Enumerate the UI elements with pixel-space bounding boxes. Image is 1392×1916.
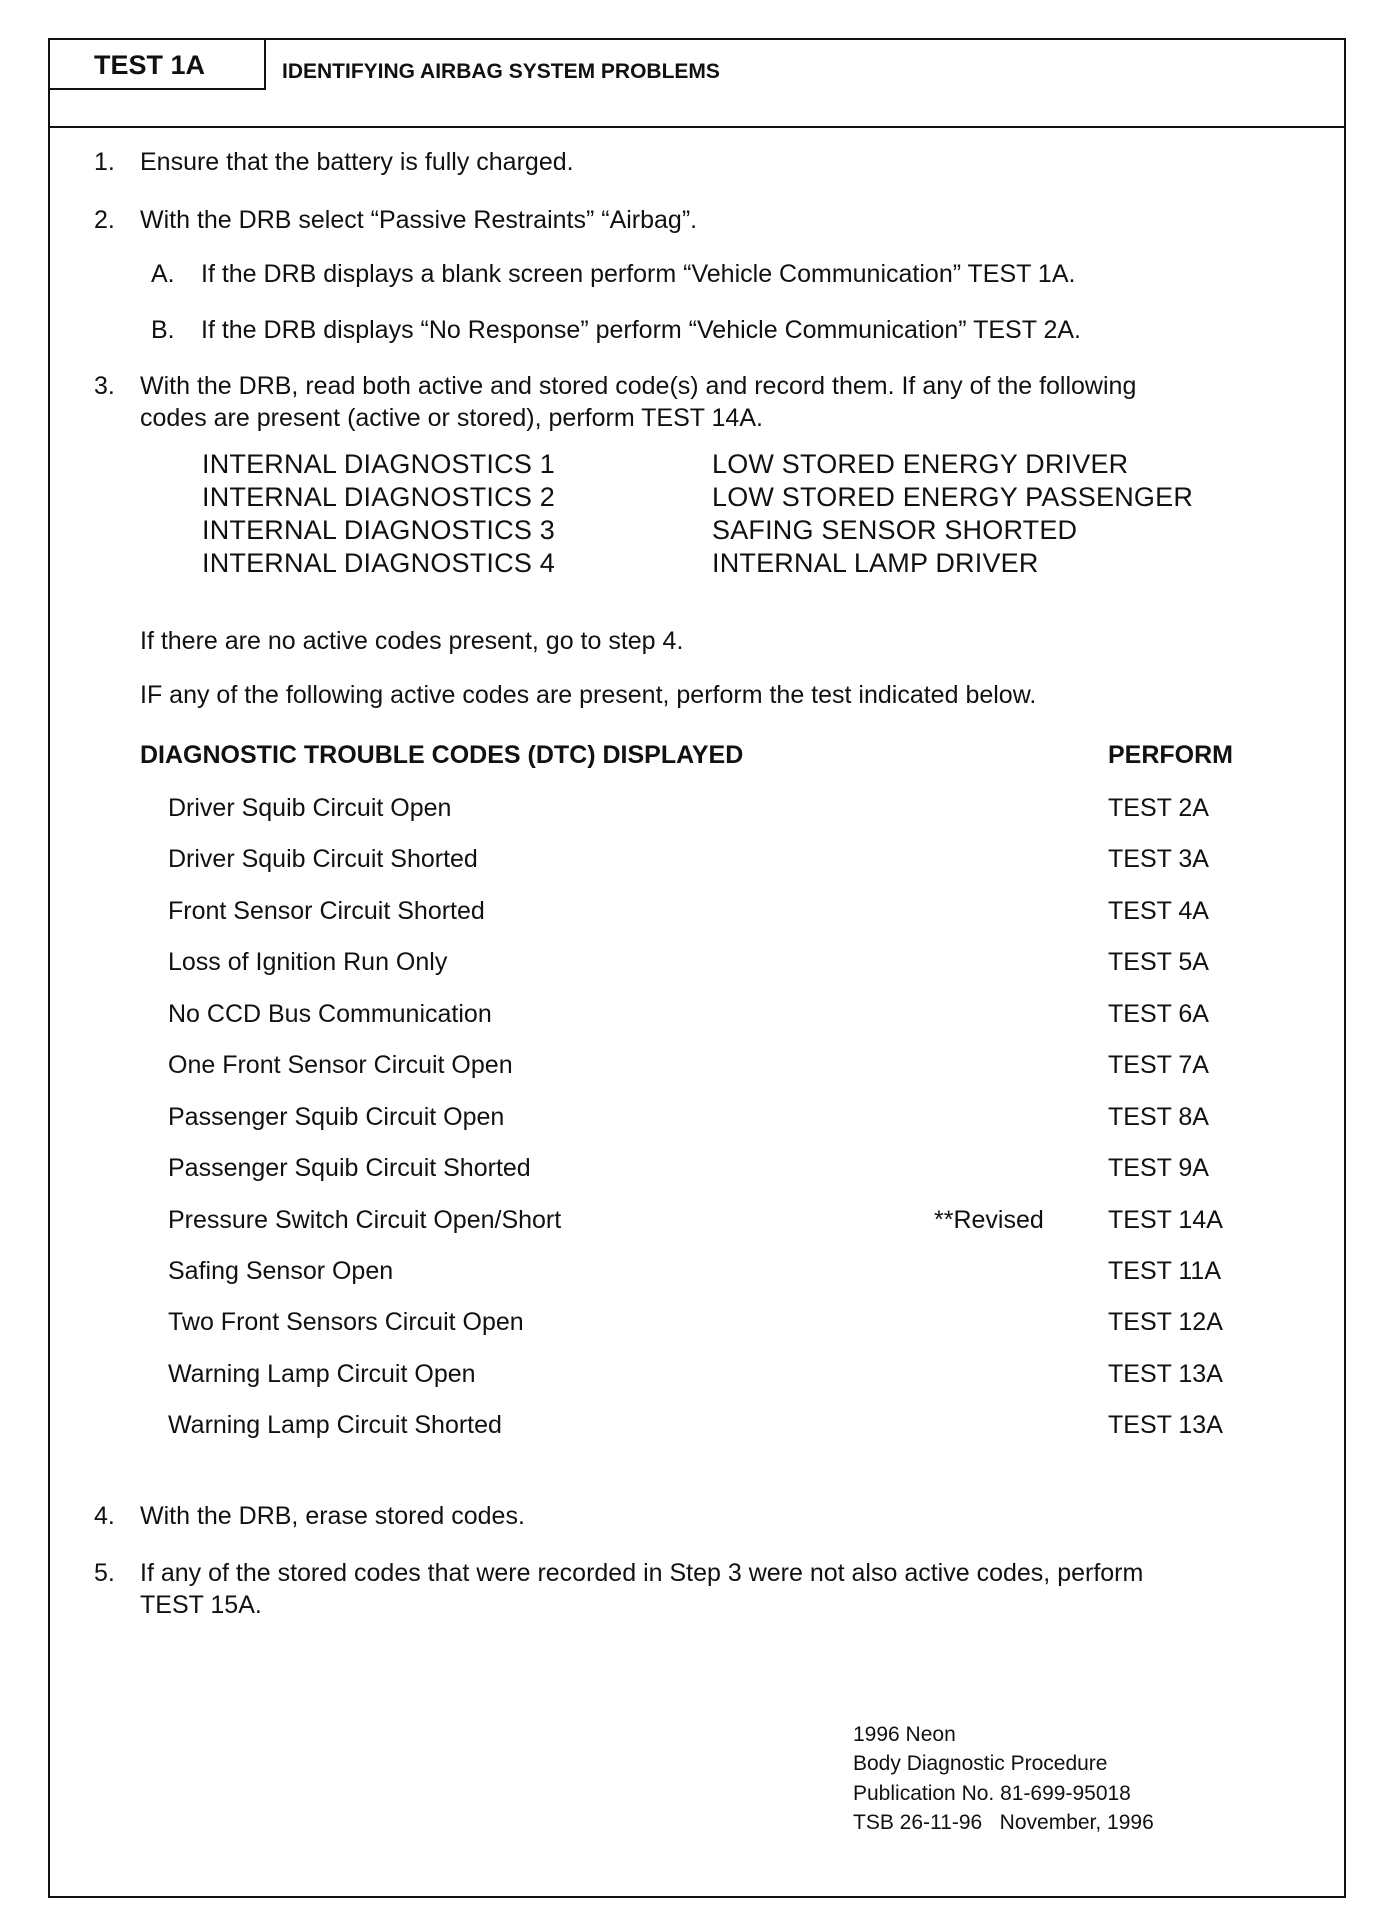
dtc-test: TEST 3A (1108, 845, 1209, 873)
step-2b-letter: B. (151, 316, 175, 344)
code-right: LOW STORED ENERGY PASSENGER (712, 482, 1194, 512)
code-left: INTERNAL DIAGNOSTICS 2 (202, 482, 555, 512)
dtc-test: TEST 4A (1108, 897, 1209, 925)
test-id: TEST 1A (48, 38, 266, 90)
footer-tsb: TSB 26-11-96 November, 1996 (853, 1811, 1154, 1834)
code-left: INTERNAL DIAGNOSTICS 3 (202, 515, 555, 545)
step-1-number: 1. (94, 148, 115, 176)
footer-vehicle: 1996 Neon (853, 1723, 956, 1746)
code-right: LOW STORED ENERGY DRIVER (712, 449, 1129, 479)
step-5-number: 5. (94, 1559, 115, 1587)
dtc-code: Warning Lamp Circuit Open (168, 1360, 476, 1388)
step-5-line-2: TEST 15A. (140, 1591, 262, 1619)
step-4-number: 4. (94, 1502, 115, 1530)
step-2a-text: If the DRB displays a blank screen perform “Vehicle Communication” TEST 1A. (201, 260, 1076, 288)
dtc-code: Warning Lamp Circuit Shorted (168, 1411, 502, 1439)
dtc-test: TEST 6A (1108, 1000, 1209, 1028)
dtc-test: TEST 8A (1108, 1103, 1209, 1131)
step-4-text: With the DRB, erase stored codes. (140, 1502, 525, 1530)
dtc-test: TEST 12A (1108, 1308, 1223, 1336)
step-3-line-2: codes are present (active or stored), perform TEST 14A. (140, 404, 763, 432)
perform-header: PERFORM (1108, 741, 1233, 769)
code-right: SAFING SENSOR SHORTED (712, 515, 1078, 545)
step-3-number: 3. (94, 372, 115, 400)
code-left: INTERNAL DIAGNOSTICS 4 (202, 548, 555, 578)
dtc-test: TEST 5A (1108, 948, 1209, 976)
dtc-code: Pressure Switch Circuit Open/Short (168, 1206, 562, 1234)
step-2a-letter: A. (151, 260, 175, 288)
dtc-code: One Front Sensor Circuit Open (168, 1051, 513, 1079)
dtc-test: TEST 13A (1108, 1360, 1223, 1388)
step-2-number: 2. (94, 206, 115, 234)
step-2-text: With the DRB select “Passive Restraints” “Airbag”. (140, 206, 698, 234)
dtc-test: TEST 13A (1108, 1411, 1223, 1439)
dtc-header: DIAGNOSTIC TROUBLE CODES (DTC) DISPLAYED (140, 741, 744, 769)
dtc-code: Loss of Ignition Run Only (168, 948, 448, 976)
footer-publication: Publication No. 81-699-95018 (853, 1782, 1131, 1805)
code-right: INTERNAL LAMP DRIVER (712, 548, 1039, 578)
dtc-code: Passenger Squib Circuit Shorted (168, 1154, 531, 1182)
dtc-test: TEST 7A (1108, 1051, 1209, 1079)
dtc-code: Passenger Squib Circuit Open (168, 1103, 505, 1131)
dtc-test: TEST 9A (1108, 1154, 1209, 1182)
dtc-code: Two Front Sensors Circuit Open (168, 1308, 524, 1336)
dtc-code: Driver Squib Circuit Shorted (168, 845, 478, 873)
step-2b-text: If the DRB displays “No Response” perform “Vehicle Communication” TEST 2A. (201, 316, 1081, 344)
if-active-codes-note: IF any of the following active codes are present, perform the test indicated below. (140, 681, 1037, 709)
revised-note: **Revised (934, 1206, 1044, 1234)
step-1-text: Ensure that the battery is fully charged. (140, 148, 574, 176)
dtc-code: Driver Squib Circuit Open (168, 794, 452, 822)
dtc-test: TEST 14A (1108, 1206, 1223, 1234)
step-5-line-1: If any of the stored codes that were recorded in Step 3 were not also active codes, perform (140, 1559, 1144, 1587)
code-left: INTERNAL DIAGNOSTICS 1 (202, 449, 555, 479)
no-active-codes-note: If there are no active codes present, go to step 4. (140, 627, 684, 655)
dtc-code: No CCD Bus Communication (168, 1000, 492, 1028)
dtc-code: Front Sensor Circuit Shorted (168, 897, 485, 925)
dtc-test: TEST 2A (1108, 794, 1209, 822)
dtc-code: Safing Sensor Open (168, 1257, 394, 1285)
step-3-line-1: With the DRB, read both active and stored code(s) and record them. If any of the following (140, 372, 1137, 400)
footer-procedure: Body Diagnostic Procedure (853, 1752, 1108, 1775)
test-title: IDENTIFYING AIRBAG SYSTEM PROBLEMS (282, 60, 720, 83)
dtc-test: TEST 11A (1108, 1257, 1222, 1285)
